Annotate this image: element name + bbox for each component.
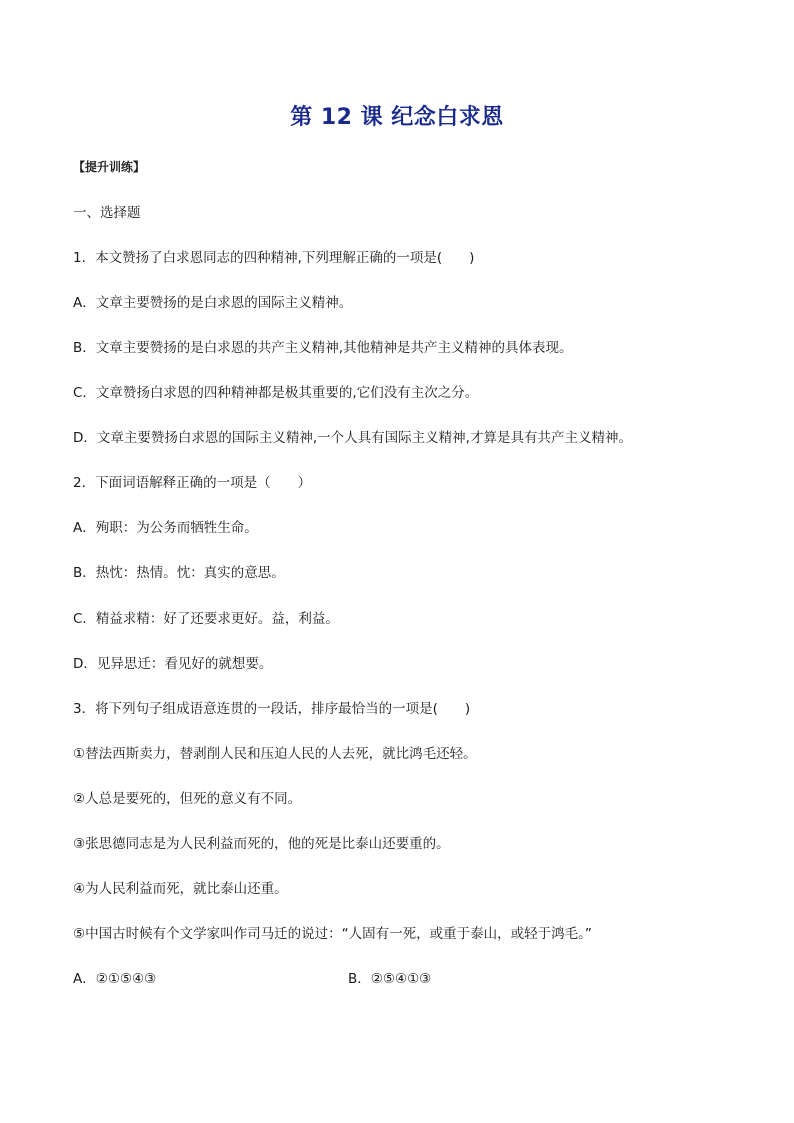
question-1-option-b: B．文章主要赞扬的是白求恩的共产主义精神,其他精神是共产主义精神的具体表现。	[73, 340, 573, 356]
question-3-option-b: B．②⑤④①③	[348, 971, 432, 987]
question-1-option-c: C．文章赞扬白求恩的四种精神都是极其重要的,它们没有主次之分。	[73, 385, 479, 401]
question-3-sentence-4: ④为人民利益而死，就比泰山还重。	[73, 881, 288, 897]
question-2-stem: 2．下面词语解释正确的一项是（ ）	[73, 475, 312, 491]
question-3-sentence-1: ①替法西斯卖力，替剥削人民和压迫人民的人去死，就比鸿毛还轻。	[73, 746, 477, 762]
question-3-sentence-3: ③张思德同志是为人民利益而死的，他的死是比泰山还要重的。	[73, 836, 450, 852]
question-3-stem: 3．将下列句子组成语意连贯的一段话，排序最恰当的一项是( )	[73, 701, 471, 717]
question-3-sentence-2: ②人总是要死的，但死的意义有不同。	[73, 791, 302, 807]
question-3-option-a: A．②①⑤④③	[73, 971, 157, 987]
question-2-option-a: A．殉职：为公务而牺牲生命。	[73, 520, 258, 536]
section-tag: 【提升训练】	[73, 160, 146, 174]
question-2-option-b: B．热忱：热情。忱：真实的意思。	[73, 565, 285, 581]
question-2-option-c: C．精益求精：好了还要求更好。益，利益。	[73, 611, 339, 627]
question-1-option-d: D．文章主要赞扬白求恩的国际主义精神,一个人具有国际主义精神,才算是具有共产主义精神。	[73, 430, 632, 446]
question-1-stem: 1．本文赞扬了白求恩同志的四种精神,下列理解正确的一项是( )	[73, 250, 475, 266]
question-3-sentence-5: ⑤中国古时候有个文学家叫作司马迁的说过：“人固有一死，或重于泰山，或轻于鸿毛。”	[73, 926, 592, 942]
page-title: 第 12 课 纪念白求恩	[290, 105, 504, 130]
section-heading: 一、选择题	[73, 205, 141, 221]
question-1-option-a: A．文章主要赞扬的是白求恩的国际主义精神。	[73, 295, 353, 311]
question-2-option-d: D．见异思迁：看见好的就想要。	[73, 656, 273, 672]
